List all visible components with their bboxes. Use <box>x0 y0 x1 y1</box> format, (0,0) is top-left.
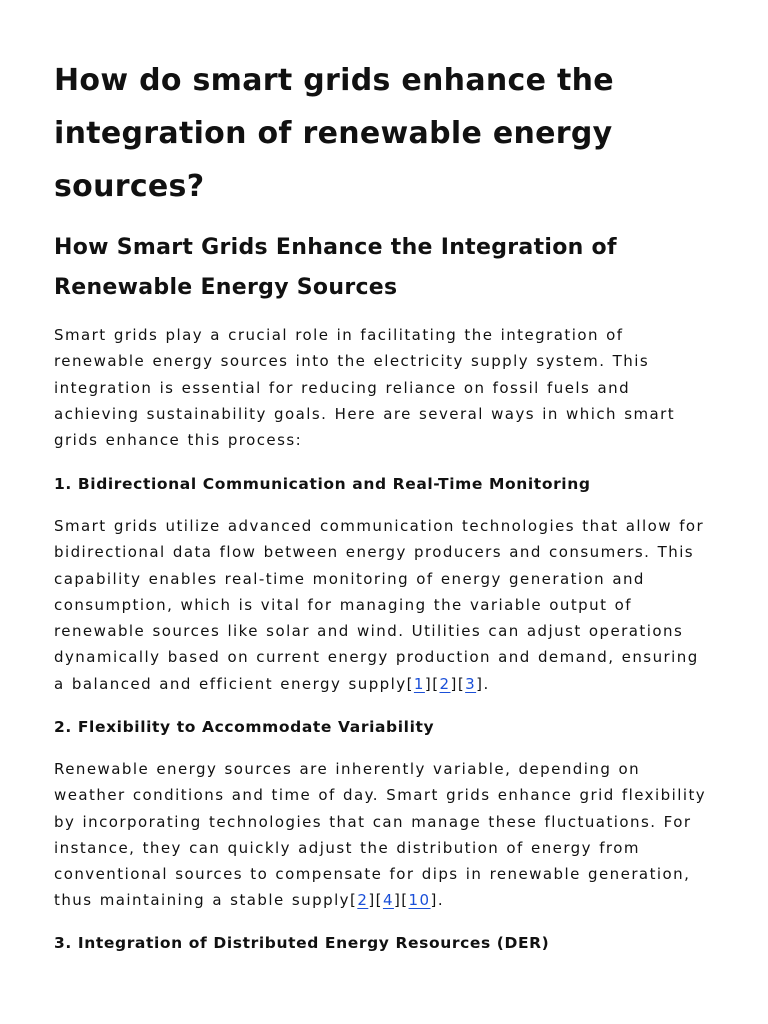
section-heading-1: 1. Bidirectional Communication and Real-Time Monitoring <box>54 475 591 493</box>
section-body-1: Smart grids utilize advanced communication technologies that allow for bidirectional data flow between energy producers and consumers. This capability enables real-time monitoring of energy generation and consumption, which is vital for managing the variable output of renewable sources like solar and wind. Utilities can adjust operations dynamically based on current energy production and demand, ensuring a balanced and efficient energy supply <box>54 517 705 693</box>
section-heading-2: 2. Flexibility to Accommodate Variability <box>54 718 435 736</box>
page-title: How do smart grids enhance the integration of renewable energy sources? <box>54 63 614 204</box>
citation-link[interactable]: 4 <box>382 891 394 910</box>
section-paragraph-1: Smart grids utilize advanced communication technologies that allow for bidirectional data flow between energy producers and consumers. This capability enables real-time monitoring of energy generation and consumption, which is vital for managing the variable output of renewable sources like solar and wind. Utilities can adjust operations dynamically based on current energy production and demand, ensuring a balanced and efficient energy supply[1][2][3]. <box>54 517 705 693</box>
citation-link[interactable]: 1 <box>413 674 425 693</box>
article-subtitle: How Smart Grids Enhance the Integration of Renewable Energy Sources <box>54 235 617 300</box>
citation-link[interactable]: 2 <box>357 891 369 910</box>
sentence-end: . <box>483 674 490 693</box>
citation-link[interactable]: 3 <box>465 674 477 693</box>
section-paragraph-2: Renewable energy sources are inherently variable, depending on weather conditions and time of day. Smart grids enhance grid flexibility by incorporating technologies that can manage these fluctuations. For instance, they can quickly adjust the distribution of energy from conventional sources to compensate for dips in renewable generation, thus maintaining a stable supply[2][4][10]. <box>54 760 707 910</box>
citation-link[interactable]: 2 <box>439 674 451 693</box>
citation-link[interactable]: 10 <box>408 891 431 910</box>
intro-paragraph: Smart grids play a crucial role in facilitating the integration of renewable energy sources into the electricity supply system. This integration is essential for reducing reliance on fossil fuels and achieving sustainability goals. Here are several ways in which smart grids enhance this process: <box>54 326 676 450</box>
sentence-end: . <box>437 891 445 910</box>
section-heading-3: 3. Integration of Distributed Energy Resources (DER) <box>54 934 550 952</box>
section-body-2: Renewable energy sources are inherently variable, depending on weather conditions and time of day. Smart grids enhance grid flexibility by incorporating technologies that can manage these fluctuations. For instance, they can quickly adjust the distribution of energy from conventional sources to compensate for dips in renewable generation, thus maintaining a stable supply <box>54 760 707 910</box>
